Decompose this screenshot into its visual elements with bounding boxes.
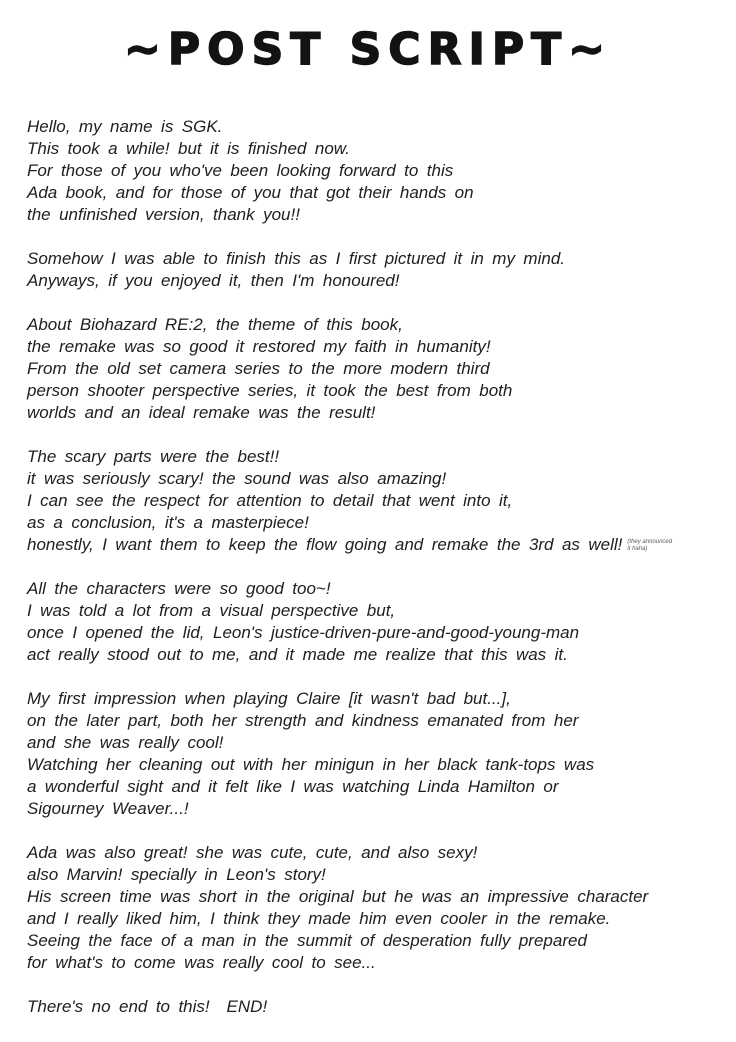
margin-note: [627, 539, 672, 553]
text-line: honestly, I want them to keep the flow going and remake the 3rd as well! (they announced it haha): [27, 535, 673, 554]
text-line: and she was really cool!: [27, 733, 224, 752]
text-line: a wonderful sight and it felt like I was watching Linda Hamilton or: [27, 777, 559, 796]
text-line: and I really liked him, I think they made him even cooler in the remake.: [27, 909, 611, 928]
text-line: the remake was so good it restored my faith in humanity!: [27, 337, 491, 356]
body-text: [0, 116, 736, 1018]
margin-note-line: (they announced: [627, 539, 673, 545]
text-line: Sigourney Weaver...!: [27, 799, 189, 818]
text-line: I was told a lot from a visual perspective but,: [27, 601, 396, 620]
paragraph: [27, 842, 728, 974]
text-line: I can see the respect for attention to detail that went into it,: [27, 491, 513, 510]
text-line: For those of you who've been looking forward to this: [27, 161, 454, 180]
text-line: the unfinished version, thank you!!: [27, 205, 300, 224]
text-line: Anyways, if you enjoyed it, then I'm honoured!: [27, 271, 400, 290]
text-line: on the later part, both her strength and kindness emanated from her: [27, 711, 579, 730]
paragraph: [27, 116, 728, 226]
text-line: From the old set camera series to the more modern third: [27, 359, 490, 378]
text-line: person shooter perspective series, it took the best from both: [27, 381, 513, 400]
text-line: Ada was also great! she was cute, cute, and also sexy!: [27, 843, 478, 862]
text-line: also Marvin! specially in Leon's story!: [27, 865, 326, 884]
text-line: The scary parts were the best!!: [27, 447, 280, 466]
text-line: My first impression when playing Claire [it wasn't bad but...],: [27, 689, 511, 708]
text-line: as a conclusion, it's a masterpiece!: [27, 513, 309, 532]
ending-line: There's no end to this! END!: [27, 997, 268, 1016]
text-line: worlds and an ideal remake was the result!: [27, 403, 376, 422]
text-line: About Biohazard RE:2, the theme of this book,: [27, 315, 403, 334]
paragraph: [27, 688, 728, 820]
paragraphs-container: [27, 116, 728, 974]
text-line: for what's to come was really cool to see...: [27, 953, 376, 972]
text-line: All the characters were so good too~!: [27, 579, 331, 598]
text-line: act really stood out to me, and it made me realize that this was it.: [27, 645, 568, 664]
text-line: This took a while! but it is finished now.: [27, 139, 350, 158]
text-line: once I opened the lid, Leon's justice-driven-pure-and-good-young-man: [27, 623, 580, 642]
text-line: Seeing the face of a man in the summit of desperation fully prepared: [27, 931, 587, 950]
page-title: ~POST SCRIPT~: [124, 24, 612, 75]
paragraph: [27, 578, 728, 666]
paragraph: [27, 446, 728, 556]
text-line: Hello, my name is SGK.: [27, 117, 223, 136]
margin-note-line: it haha): [627, 546, 648, 552]
paragraph: [27, 248, 728, 292]
text-line: Somehow I was able to finish this as I first pictured it in my mind.: [27, 249, 565, 268]
text-line: Watching her cleaning out with her minigun in her black tank-tops was: [27, 755, 595, 774]
text-line: His screen time was short in the original but he was an impressive character: [27, 887, 649, 906]
text-line: Ada book, and for those of you that got their hands on: [27, 183, 474, 202]
text-line: it was seriously scary! the sound was also amazing!: [27, 469, 447, 488]
paragraph: [27, 314, 728, 424]
